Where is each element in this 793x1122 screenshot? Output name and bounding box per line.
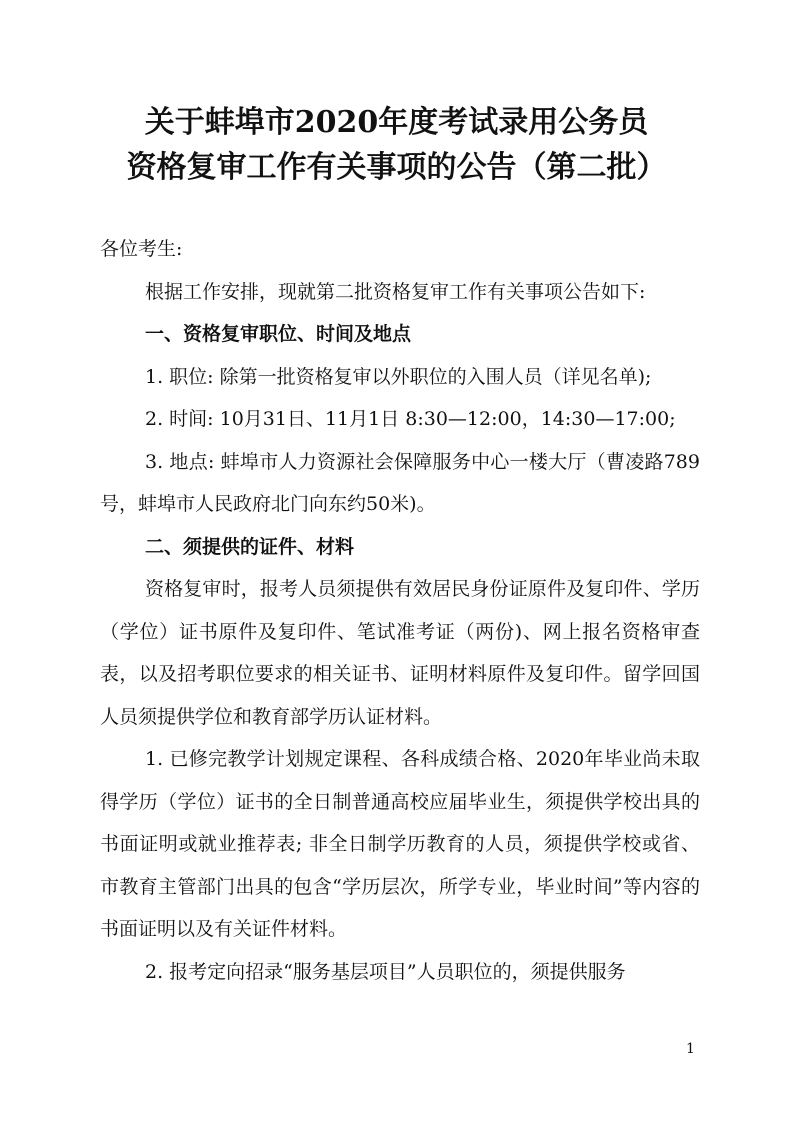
section-2-item-graduates: 1. 已修完教学计划规定课程、各科成绩合格、2020年毕业尚未取得学历（学位）证书的全日制普通高校应届毕业生，须提供学校出具的书面证明或就业推荐表; 非全日制学历教育的人员，须提供学校或省、市教育主管部门出具的包含“学历层次，所学专业，毕业时间”等内容的书面证明以及有关证件材料。	[100, 748, 700, 940]
title-line-2: 资格复审工作有关事项的公告（第二批）	[126, 150, 667, 185]
section-1-heading: 一、资格复审职位、时间及地点	[145, 323, 412, 345]
title-line-1: 关于蚌埠市2020年度考试录用公务员	[144, 105, 649, 140]
page-number: 1	[686, 1041, 695, 1057]
section-1-item-time: 2. 时间: 10月31日、11月1日 8:30—12:00，14:30—17:00;	[145, 408, 676, 430]
section-1-item-position: 1. 职位: 除第一批资格复审以外职位的入围人员（详见名单);	[145, 365, 652, 388]
section-1-item-location: 3. 地点: 蚌埠市人力资源社会保障服务中心一楼大厅（曹凌路789号，蚌埠市人民政府北门向东约50米)。	[100, 450, 700, 515]
section-2-item-grassroots: 2. 报考定向招录“服务基层项目”人员职位的，须提供服务	[145, 960, 626, 983]
section-2-heading: 二、须提供的证件、材料	[145, 535, 355, 558]
salutation: 各位考生:	[100, 238, 183, 260]
section-2-paragraph: 资格复审时，报考人员须提供有效居民身份证原件及复印件、学历（学位）证书原件及复印件、笔试准考证（两份)、网上报名资格审查表，以及招考职位要求的相关证书、证明材料原件及复印件。留学回国人员须提供学位和教育部学历认证材料。	[100, 578, 700, 728]
document-body	[100, 228, 700, 993]
intro-paragraph: 根据工作安排，现就第二批资格复审工作有关事项公告如下:	[145, 280, 646, 303]
